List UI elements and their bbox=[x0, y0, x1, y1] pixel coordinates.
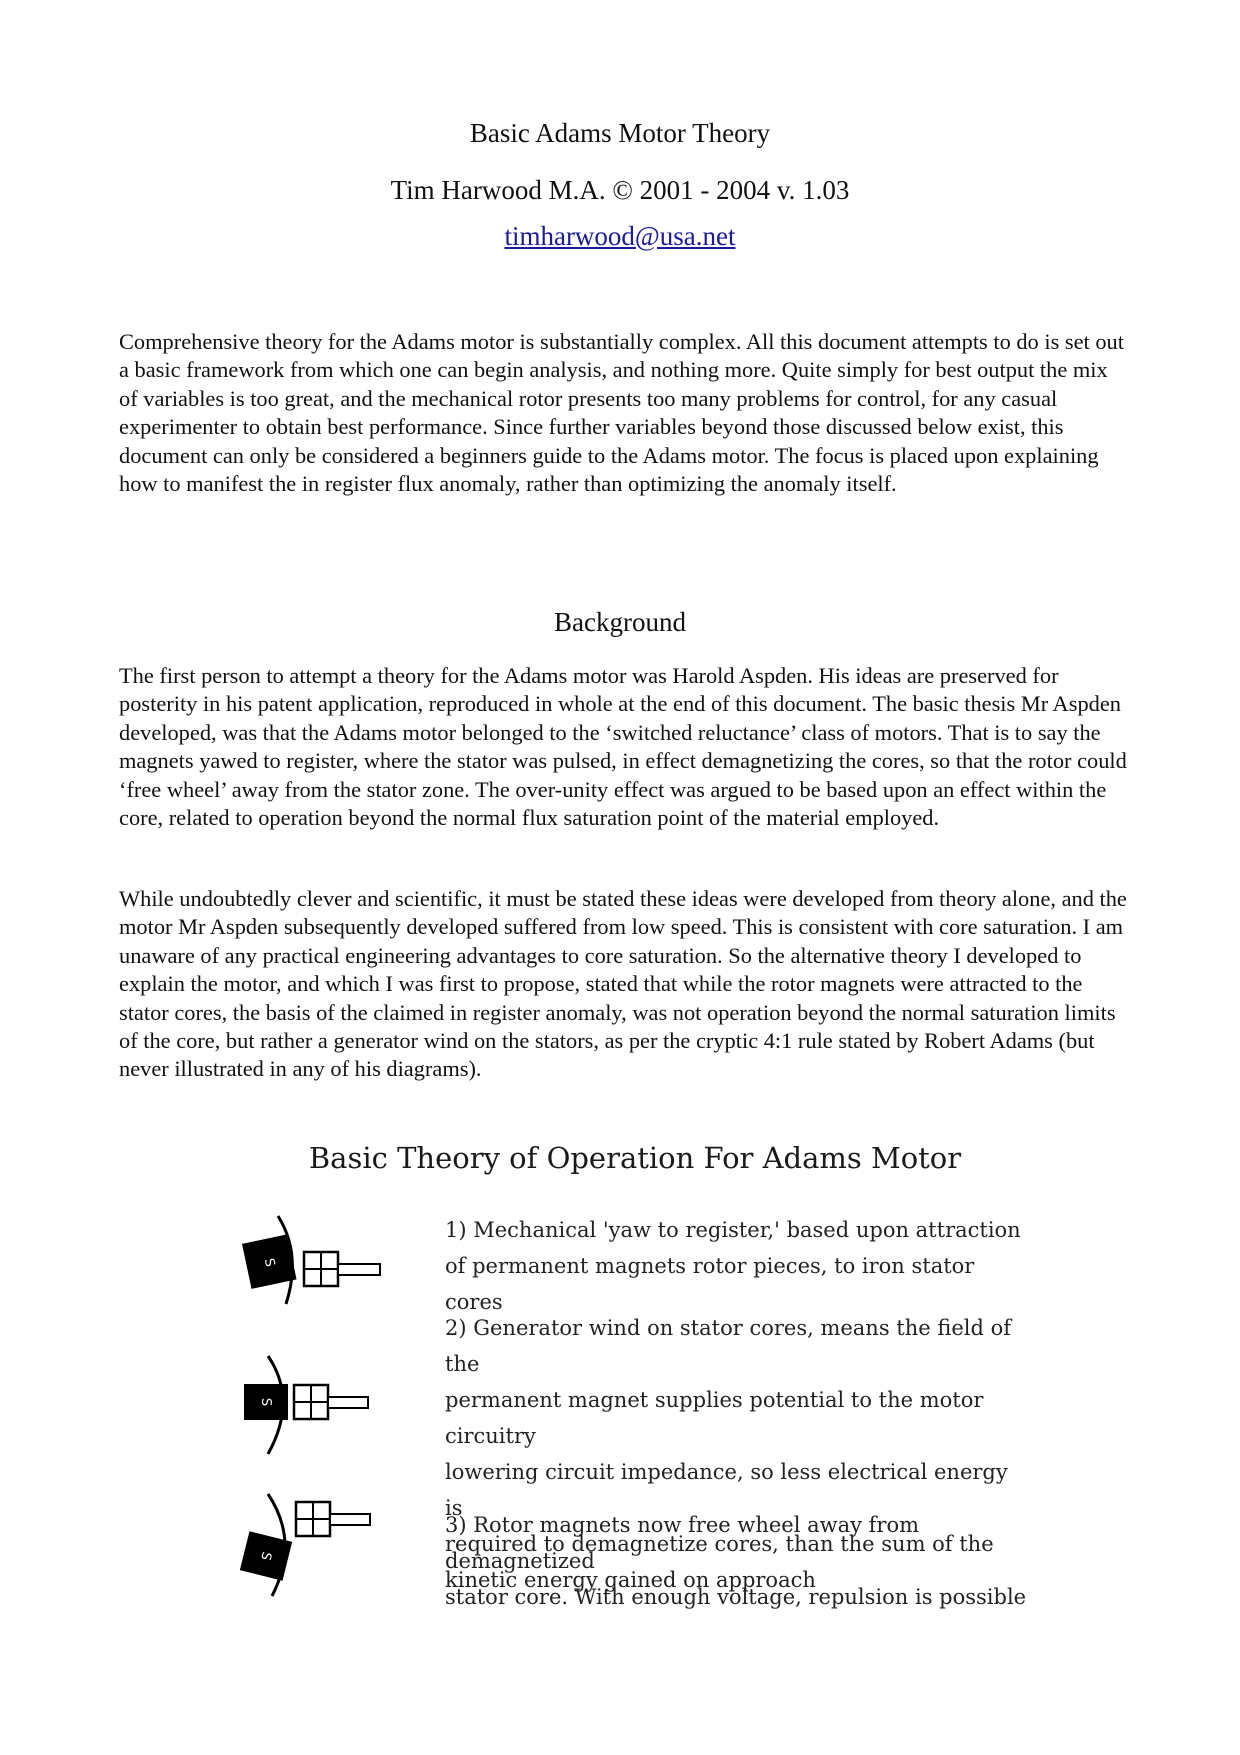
figure-step-3: 3) Rotor magnets now free wheel away from demagnetized stator core. With enough voltage, repulsion is possible bbox=[445, 1513, 1027, 1609]
svg-text:S: S bbox=[257, 1550, 274, 1562]
intro-paragraph: Comprehensive theory for the Adams motor is substantially complex. All this document attempts to do is set out a basic framework from which one can begin analysis, and nothing more. Quite simply for best output the mix of variables is too great, and the mechanical rotor presents too many problems for control, for any casual experimenter to obtain best performance. Since further variables beyond those discussed below exist, this document can only be considered a beginners guide to the Adams motor. The focus is placed upon explaining how to manifest the in register flux anomaly, rather than optimizing the anomaly itself. bbox=[119, 329, 1124, 497]
stator-core bbox=[294, 1385, 368, 1419]
background-heading: Background bbox=[554, 607, 686, 637]
stator-core bbox=[304, 1252, 380, 1286]
document-email bbox=[0, 219, 1240, 253]
email-link[interactable]: timharwood@usa.net bbox=[504, 221, 736, 251]
diagram-yaw-to-register bbox=[240, 1208, 420, 1308]
figure-step-2: 2) Generator wind on stator cores, means the field of the permanent magnet supplies potential to the motor circuitry lowering circuit impedance, so less electrical energy is required to demagnetize cores, than the sum of the kinetic energy gained on approach bbox=[445, 1316, 1012, 1592]
diagram-free-wheel bbox=[240, 1490, 420, 1600]
background-paragraph-2: While undoubtedly clever and scientific, it must be stated these ideas were developed from theory alone, and the motor Mr Aspden subsequently developed suffered from low speed. This is consistent with core saturation. I am unaware of any practical engineering advantages to core saturation. So the alternative theory I developed to explain the motor, and which I was first to propose, stated that while the rotor magnets were attracted to the stator cores, the basis of the claimed in register anomaly, was not operation beyond the normal saturation limits of the core, but rather a generator wind on the stators, as per the cryptic 4:1 rule stated by Robert Adams (but never illustrated in any of his diagrams). bbox=[119, 886, 1127, 1082]
svg-text:S: S bbox=[260, 1257, 278, 1269]
figure-step-1: 1) Mechanical 'yaw to register,' based upon attraction of permanent magnets rotor pieces, to iron stator cores bbox=[445, 1218, 1021, 1314]
rotor-magnet bbox=[244, 1384, 288, 1420]
background-paragraph-1: The first person to attempt a theory for the Adams motor was Harold Aspden. His ideas are preserved for posterity in his patent application, reproduced in whole at the end of this document. The basic thesis Mr Aspden developed, was that the Adams motor belonged to the ‘switched reluctance’ class of motors. That is to say the magnets yawed to register, where the stator was pulsed, in effect demagnetizing the cores, so that the rotor could ‘free wheel’ away from the stator zone. The over-unity effect was argued to be based upon an effect within the core, related to operation beyond the normal flux saturation point of the material employed. bbox=[119, 663, 1127, 831]
rotor-magnet bbox=[242, 1234, 297, 1289]
svg-text:S: S bbox=[258, 1397, 273, 1407]
operation-figure bbox=[240, 1140, 1030, 1620]
diagram-generator-wind bbox=[240, 1350, 420, 1460]
stator-core bbox=[296, 1502, 370, 1536]
figure-title: Basic Theory of Operation For Adams Motor bbox=[308, 1141, 962, 1175]
document-title: Basic Adams Motor Theory bbox=[469, 118, 771, 148]
document-author: Tim Harwood M.A. © 2001 - 2004 v. 1.03 bbox=[390, 175, 850, 205]
